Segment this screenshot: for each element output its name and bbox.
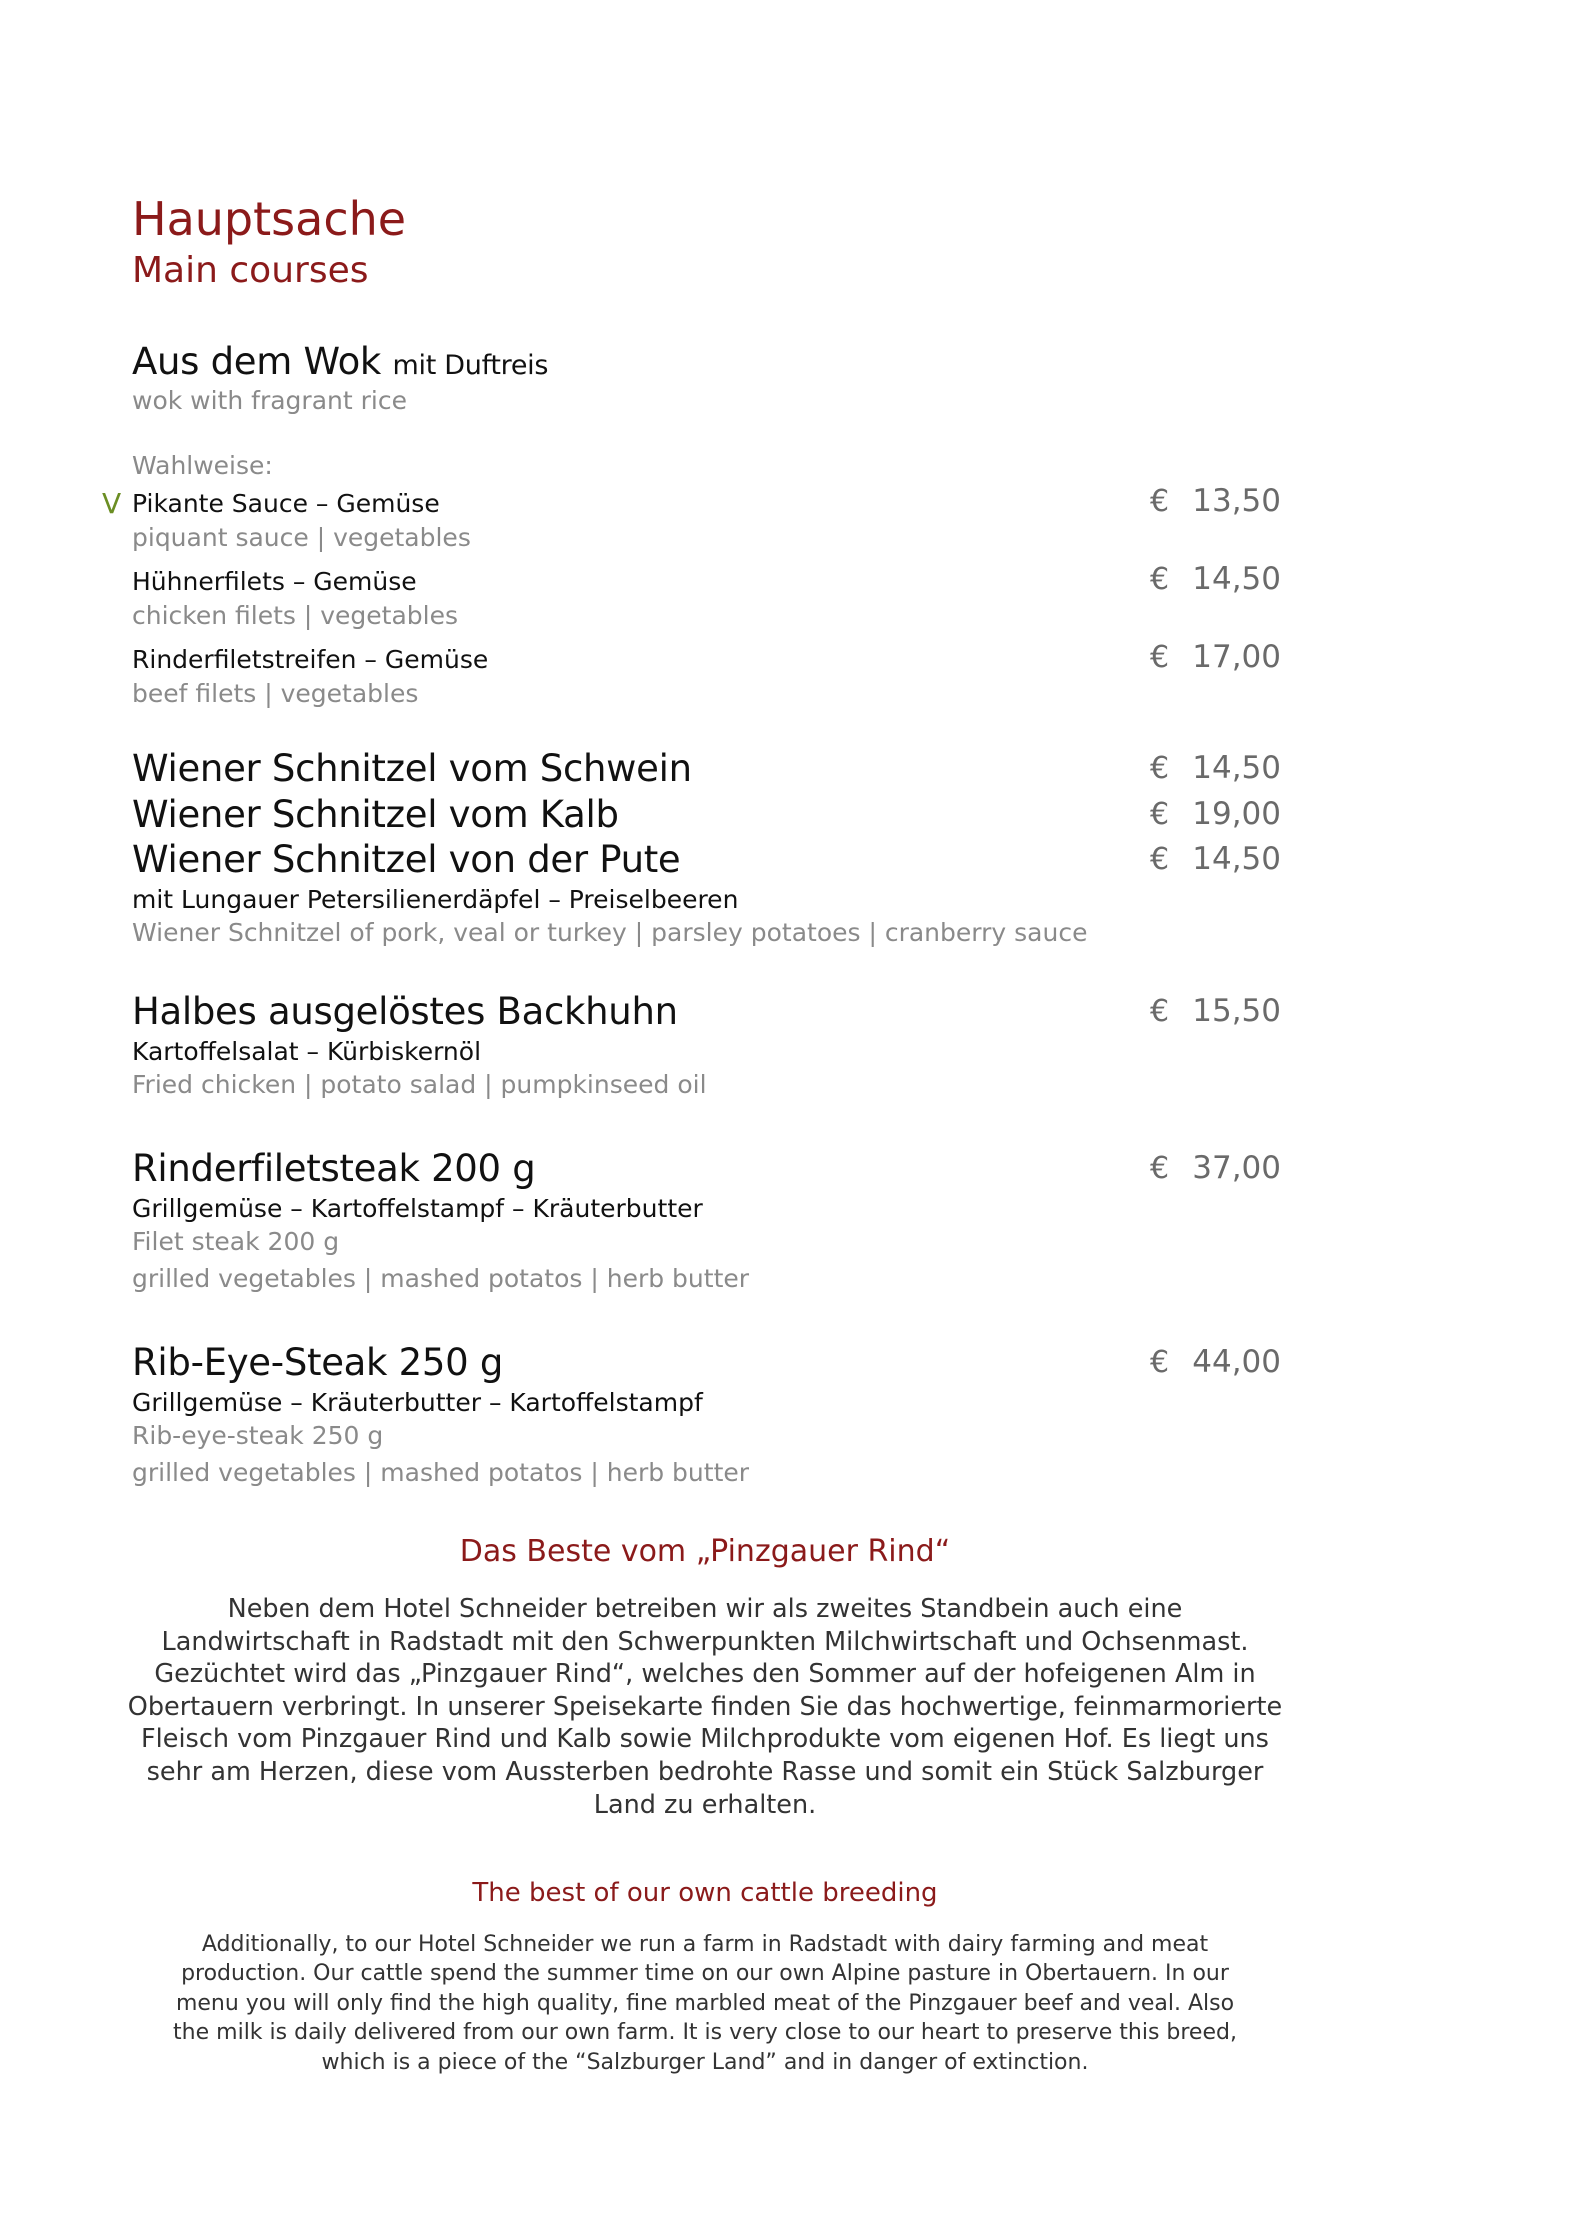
price: 13,50 [1192,483,1281,519]
schnitzel-name: Wiener Schnitzel vom Schwein [132,747,692,790]
ribeye-english-sides: grilled vegetables | mashed potatos | herb butter [132,1458,750,1487]
info-en-line: production. Our cattle spend the summer time on our own Alpine pasture in Obertauern. In our [181,1961,1229,1987]
wok-option-english: chicken filets | vegetables [132,601,459,630]
currency-symbol: € [1150,484,1170,519]
filetsteak-name: Rinderfiletsteak 200 g [132,1147,536,1190]
backhuhn-sides: Kartoffelsalat – Kürbiskernöl [132,1037,482,1066]
price: 19,00 [1192,796,1281,832]
info-en-title: The best of our own cattle breeding [472,1878,938,1908]
price: 37,00 [1192,1150,1281,1186]
schnitzel-sides: mit Lungauer Petersilienerdäpfel – Preiselbeeren [132,885,739,914]
filetsteak-english-sides: grilled vegetables | mashed potatos | herb butter [132,1264,750,1293]
info-en-line: menu you will only find the high quality, fine marbled meat of the Pinzgauer beef and veal. Also [175,1990,1235,2016]
info-de-line: Landwirtschaft in Radstadt mit den Schwerpunkten Milchwirtschaft und Ochsenmast. [161,1626,1249,1657]
wok-title-main: Aus dem Wok [132,340,382,383]
info-de-line: Land zu erhalten. [593,1789,817,1820]
schnitzel-name: Wiener Schnitzel von der Pute [132,838,681,881]
price: 44,00 [1192,1344,1281,1380]
ribeye-name: Rib-Eye-Steak 250 g [132,1341,504,1384]
vegetarian-mark: V [102,487,122,520]
currency-symbol: € [1150,1345,1170,1380]
wok-choice-label: Wahlweise: [132,451,273,480]
info-de-paragraph [120,1593,1290,1821]
wok-option-name: Hühnerfilets – Gemüse [132,567,417,596]
backhuhn-english: Fried chicken | potato salad | pumpkinseed oil [132,1070,707,1099]
filetsteak-sides: Grillgemüse – Kartoffelstampf – Kräuterbutter [132,1194,703,1223]
filetsteak-english-name: Filet steak 200 g [132,1227,340,1256]
page-title: Hauptsache [132,192,407,246]
currency-symbol: € [1150,1151,1170,1186]
schnitzel-name: Wiener Schnitzel vom Kalb [132,793,619,836]
wok-option-name: Pikante Sauce – Gemüse [132,489,440,518]
price: 14,50 [1192,561,1281,597]
price: 14,50 [1192,841,1281,877]
wok-option-english: piquant sauce | vegetables [132,523,471,552]
currency-symbol: € [1150,797,1170,832]
info-en-line: which is a piece of the “Salzburger Land” and in danger of extinction. [321,2049,1089,2075]
schnitzel-english: Wiener Schnitzel of pork, veal or turkey | parsley potatoes | cranberry sauce [132,918,1088,947]
currency-symbol: € [1150,640,1170,675]
info-en-line: Additionally, to our Hotel Schneider we run a farm in Radstadt with dairy farming and meat [201,1932,1209,1957]
ribeye-english-name: Rib-eye-steak 250 g [132,1421,384,1450]
wok-english: wok with fragrant rice [132,386,407,415]
backhuhn-name: Halbes ausgelöstes Backhuhn [132,990,678,1033]
info-de-title: Das Beste vom „Pinzgauer Rind“ [459,1534,951,1569]
wok-option-name: Rinderfiletstreifen – Gemüse [132,645,489,674]
ribeye-sides: Grillgemüse – Kräuterbutter – Kartoffelstampf [132,1388,703,1417]
price: 15,50 [1192,993,1281,1029]
info-en-paragraph [120,1930,1290,2077]
info-de-line: Gezüchtet wird das „Pinzgauer Rind“, welches den Sommer auf der hofeigenen Alm in [154,1659,1256,1690]
currency-symbol: € [1150,842,1170,877]
info-de-line: Fleisch vom Pinzgauer Rind und Kalb sowie Milchprodukte vom eigenen Hof. Es liegt uns [141,1724,1269,1755]
page-subtitle: Main courses [132,250,369,291]
wok-title [132,340,549,383]
currency-symbol: € [1150,994,1170,1029]
currency-symbol: € [1150,751,1170,786]
currency-symbol: € [1150,562,1170,597]
wok-option-english: beef filets | vegetables [132,679,419,708]
info-de-line: Neben dem Hotel Schneider betreiben wir als zweites Standbein auch eine [227,1594,1183,1624]
price: 17,00 [1192,639,1281,675]
info-de-line: sehr am Herzen, diese vom Aussterben bedrohte Rasse und somit ein Stück Salzburger [146,1756,1264,1787]
info-en-line: the milk is daily delivered from our own farm. It is very close to our heart to preserve this breed, [173,2020,1237,2046]
info-de-line: Obertauern verbringt. In unserer Speisekarte finden Sie das hochwertige, feinmarmorierte [127,1691,1283,1722]
wok-title-suffix: mit Duftreis [392,350,549,381]
price: 14,50 [1192,750,1281,786]
